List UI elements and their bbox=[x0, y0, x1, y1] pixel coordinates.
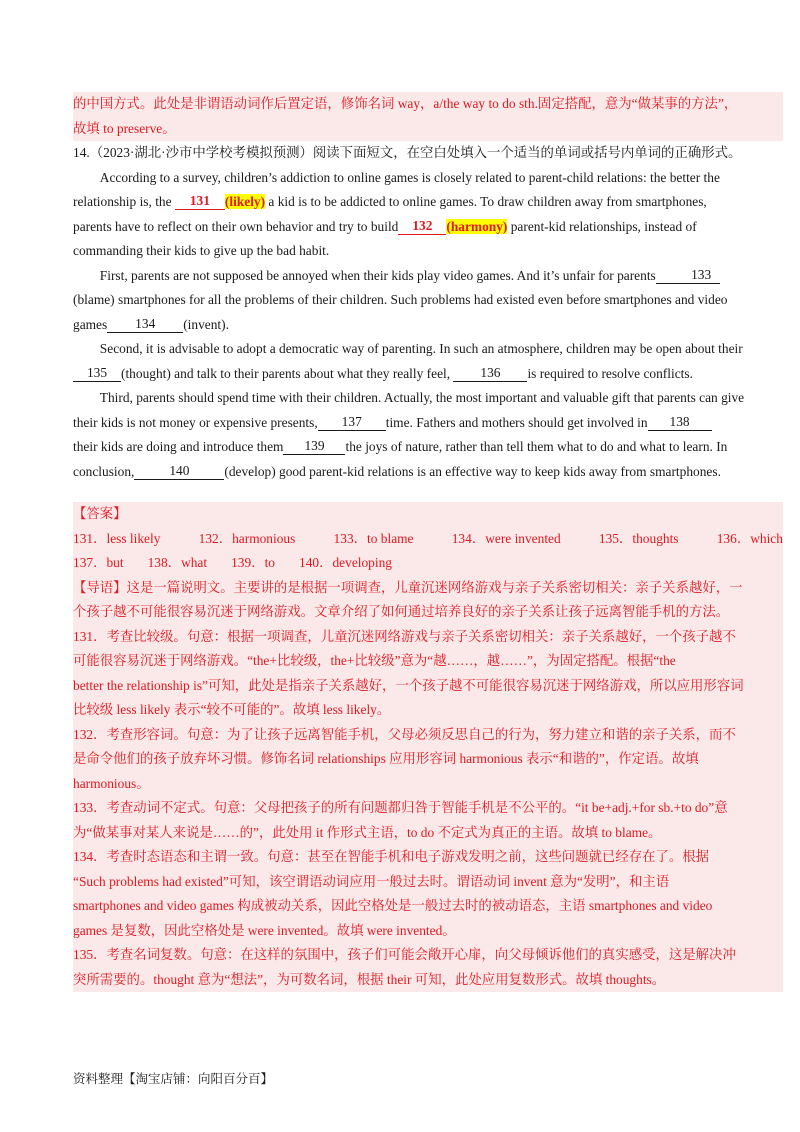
guide-line: 【导语】这是一篇说明文。主要讲的是根据一项调查，儿童沉迷网络游戏与亲子关系密切相关：亲子关系越好，一 bbox=[73, 579, 743, 595]
passage-text: conclusion, bbox=[73, 463, 135, 479]
passage-line: commanding their kids to give up the bad habit. bbox=[73, 243, 330, 258]
answer-item: 135．thoughts bbox=[598, 530, 679, 546]
passage-line: (blame) smartphones for all the problems of their children. Such problems had existed even before smartphones and video bbox=[73, 292, 728, 307]
guide-line: 个孩子越不可能很容易沉迷于网络游戏。文章介绍了如何通过培养良好的亲子关系让孩子远离智能手机的方法。 bbox=[73, 604, 730, 619]
explanation-134: 134．考查时态语态和主谓一致。句意：甚至在智能手机和电子游戏发明之前，这些问题就已经存在了。根据 bbox=[73, 849, 710, 864]
answer-section bbox=[73, 502, 783, 992]
blank-134: 134 bbox=[107, 315, 183, 333]
passage-text: a kid is to be addicted to online games. To draw children away from smartphones, bbox=[265, 194, 707, 209]
blank-137: 137 bbox=[318, 413, 386, 431]
explanation-132: harmonious。 bbox=[73, 775, 150, 791]
blank-131: 131 bbox=[175, 192, 225, 210]
answer-item: 132．harmonious bbox=[198, 530, 296, 546]
blank-140: 140 bbox=[134, 462, 224, 480]
explanation-131: 可能很容易沉迷于网络游戏。“the+比较级，the+比较级”意为“越……，越……”，为固定搭配。根据“the bbox=[73, 653, 676, 668]
answer-label: 【答案】 bbox=[73, 506, 127, 521]
passage-text: the joys of nature, rather than tell them what to do and what to learn. In bbox=[345, 439, 728, 454]
previous-explanation bbox=[73, 92, 783, 141]
blank-139: 139 bbox=[283, 437, 345, 455]
answer-item: 139．to bbox=[231, 555, 276, 570]
answer-item: 140．developing bbox=[299, 555, 392, 570]
spacer bbox=[73, 484, 783, 502]
explanation-line: 故填 to preserve。 bbox=[73, 120, 176, 136]
passage-line bbox=[73, 362, 783, 387]
passage-text: time. Fathers and mothers should get involved in bbox=[385, 414, 648, 430]
passage-text: (thought) and talk to their parents about what they really feel, bbox=[121, 365, 454, 381]
page-footer: 资料整理【淘宝店铺：向阳百分百】 bbox=[73, 1071, 274, 1086]
passage-text: games bbox=[73, 316, 108, 332]
passage-text: parents have to reflect on their own behavior and try to build bbox=[73, 218, 399, 234]
hint-highlight: (harmony) bbox=[446, 218, 508, 234]
answer-item: 131．less likely bbox=[73, 530, 161, 546]
explanation-135: 突所需要的。thought 意为“想法”，为可数名词，根据 their 可知，此处应用复数形式。故填 thoughts。 bbox=[73, 971, 666, 987]
blank-138: 138 bbox=[648, 413, 712, 431]
explanation-134: “Such problems had existed”可知，该空谓语动词应用一般过去时。谓语动词 invent 意为“发明”，和主语 bbox=[73, 873, 670, 889]
document-page bbox=[73, 92, 783, 992]
passage-text: parent-kid relationships, instead of bbox=[507, 218, 697, 234]
answer-row bbox=[73, 527, 783, 552]
blank-132: 132 bbox=[398, 217, 446, 235]
answer-item: 133．to blame bbox=[333, 530, 414, 546]
question-header: 14.（2023·湖北·沙市中学校考模拟预测）阅读下面短文，在空白处填入一个适当的单词或括号内单词的正确形式。 bbox=[73, 145, 742, 160]
explanation-line: 的中国方式。此处是非谓语动词作后置定语，修饰名词 way，a/the way to do sth.固定搭配，意为“做某事的方法”， bbox=[73, 96, 738, 111]
passage-line: Third, parents should spend time with their children. Actually, the most important and valuable gift that parents can give bbox=[99, 390, 745, 405]
passage-text: (develop) good parent-kid relations is an effective way to keep kids away from smartphones. bbox=[224, 463, 721, 479]
hint-highlight: (likely) bbox=[224, 194, 266, 209]
passage-line bbox=[73, 166, 783, 191]
passage-line bbox=[73, 215, 783, 240]
answer-item: 137．but bbox=[73, 555, 124, 570]
answer-row bbox=[73, 551, 783, 576]
passage-line: Second, it is advisable to adopt a democratic way of parenting. In such an atmosphere, children may be open about their bbox=[99, 341, 743, 356]
answer-item: 136．which bbox=[716, 530, 783, 546]
blank-136: 136 bbox=[453, 364, 527, 382]
passage-line bbox=[73, 190, 783, 215]
explanation-134: smartphones and video games 构成被动关系，因此空格处是一般过去时的被动语态，主语 smartphones and video bbox=[73, 898, 713, 913]
explanation-133: 133．考查动词不定式。句意：父母把孩子的所有问题都归咎于智能手机是不公平的。“it be+adj.+for sb.+to do”意 bbox=[73, 800, 728, 815]
passage-line bbox=[73, 435, 783, 460]
passage-line bbox=[73, 411, 783, 436]
passage-line bbox=[73, 313, 783, 338]
passage-line bbox=[73, 264, 783, 289]
answer-item: 138．what bbox=[147, 555, 208, 570]
explanation-135: 135．考查名词复数。句意：在这样的氛围中，孩子们可能会敞开心扉，向父母倾诉他们的真实感受，这是解决冲 bbox=[73, 947, 736, 962]
explanation-132: 132．考查形容词。句意：为了让孩子远离智能手机，父母必须反思自己的行为，努力建立和谐的亲子关系，而不 bbox=[73, 726, 736, 742]
passage-text: relationship is, the bbox=[73, 194, 175, 209]
answer-item: 134．were invented bbox=[451, 530, 561, 546]
passage-text: is required to resolve conflicts. bbox=[527, 365, 693, 381]
explanation-132: 是命令他们的孩子放弃坏习惯。修饰名词 relationships 应用形容词 harmonious 表示“和谐的”，作定语。故填 bbox=[73, 751, 699, 766]
passage-text: their kids are doing and introduce them bbox=[73, 439, 284, 454]
blank-133: 133 bbox=[656, 266, 720, 284]
passage-text: First, parents are not supposed be annoyed when their kids play video games. And it’s unfair for parents bbox=[99, 267, 656, 283]
explanation-131: better the relationship is”可知，此处是指亲子关系越好，一个孩子越不可能很容易沉迷于网络游戏，所以应用形容词 bbox=[73, 677, 744, 693]
passage-text: (invent). bbox=[183, 316, 229, 332]
explanation-134: games 是复数，因此空格处是 were invented。故填 were invented。 bbox=[73, 922, 456, 938]
blank-135: 135 bbox=[73, 364, 121, 382]
passage bbox=[73, 166, 783, 485]
explanation-133: 为“做某事对某人来说是……的”，此处用 it 作形式主语，to do 不定式为真正的主语。故填 to blame。 bbox=[73, 824, 662, 840]
passage-text: According to a survey, children’s addiction to online games is closely related to parent-child relations: the better the bbox=[99, 169, 720, 185]
passage-line bbox=[73, 460, 783, 485]
explanation-131: 比较级 less likely 表示“较不可能的”。故填 less likely。 bbox=[73, 702, 391, 717]
explanation-131: 131．考查比较级。句意：根据一项调查，儿童沉迷网络游戏与亲子关系密切相关：亲子关系越好，一个孩子越不 bbox=[73, 628, 736, 644]
passage-text: their kids is not money or expensive presents, bbox=[73, 414, 318, 430]
